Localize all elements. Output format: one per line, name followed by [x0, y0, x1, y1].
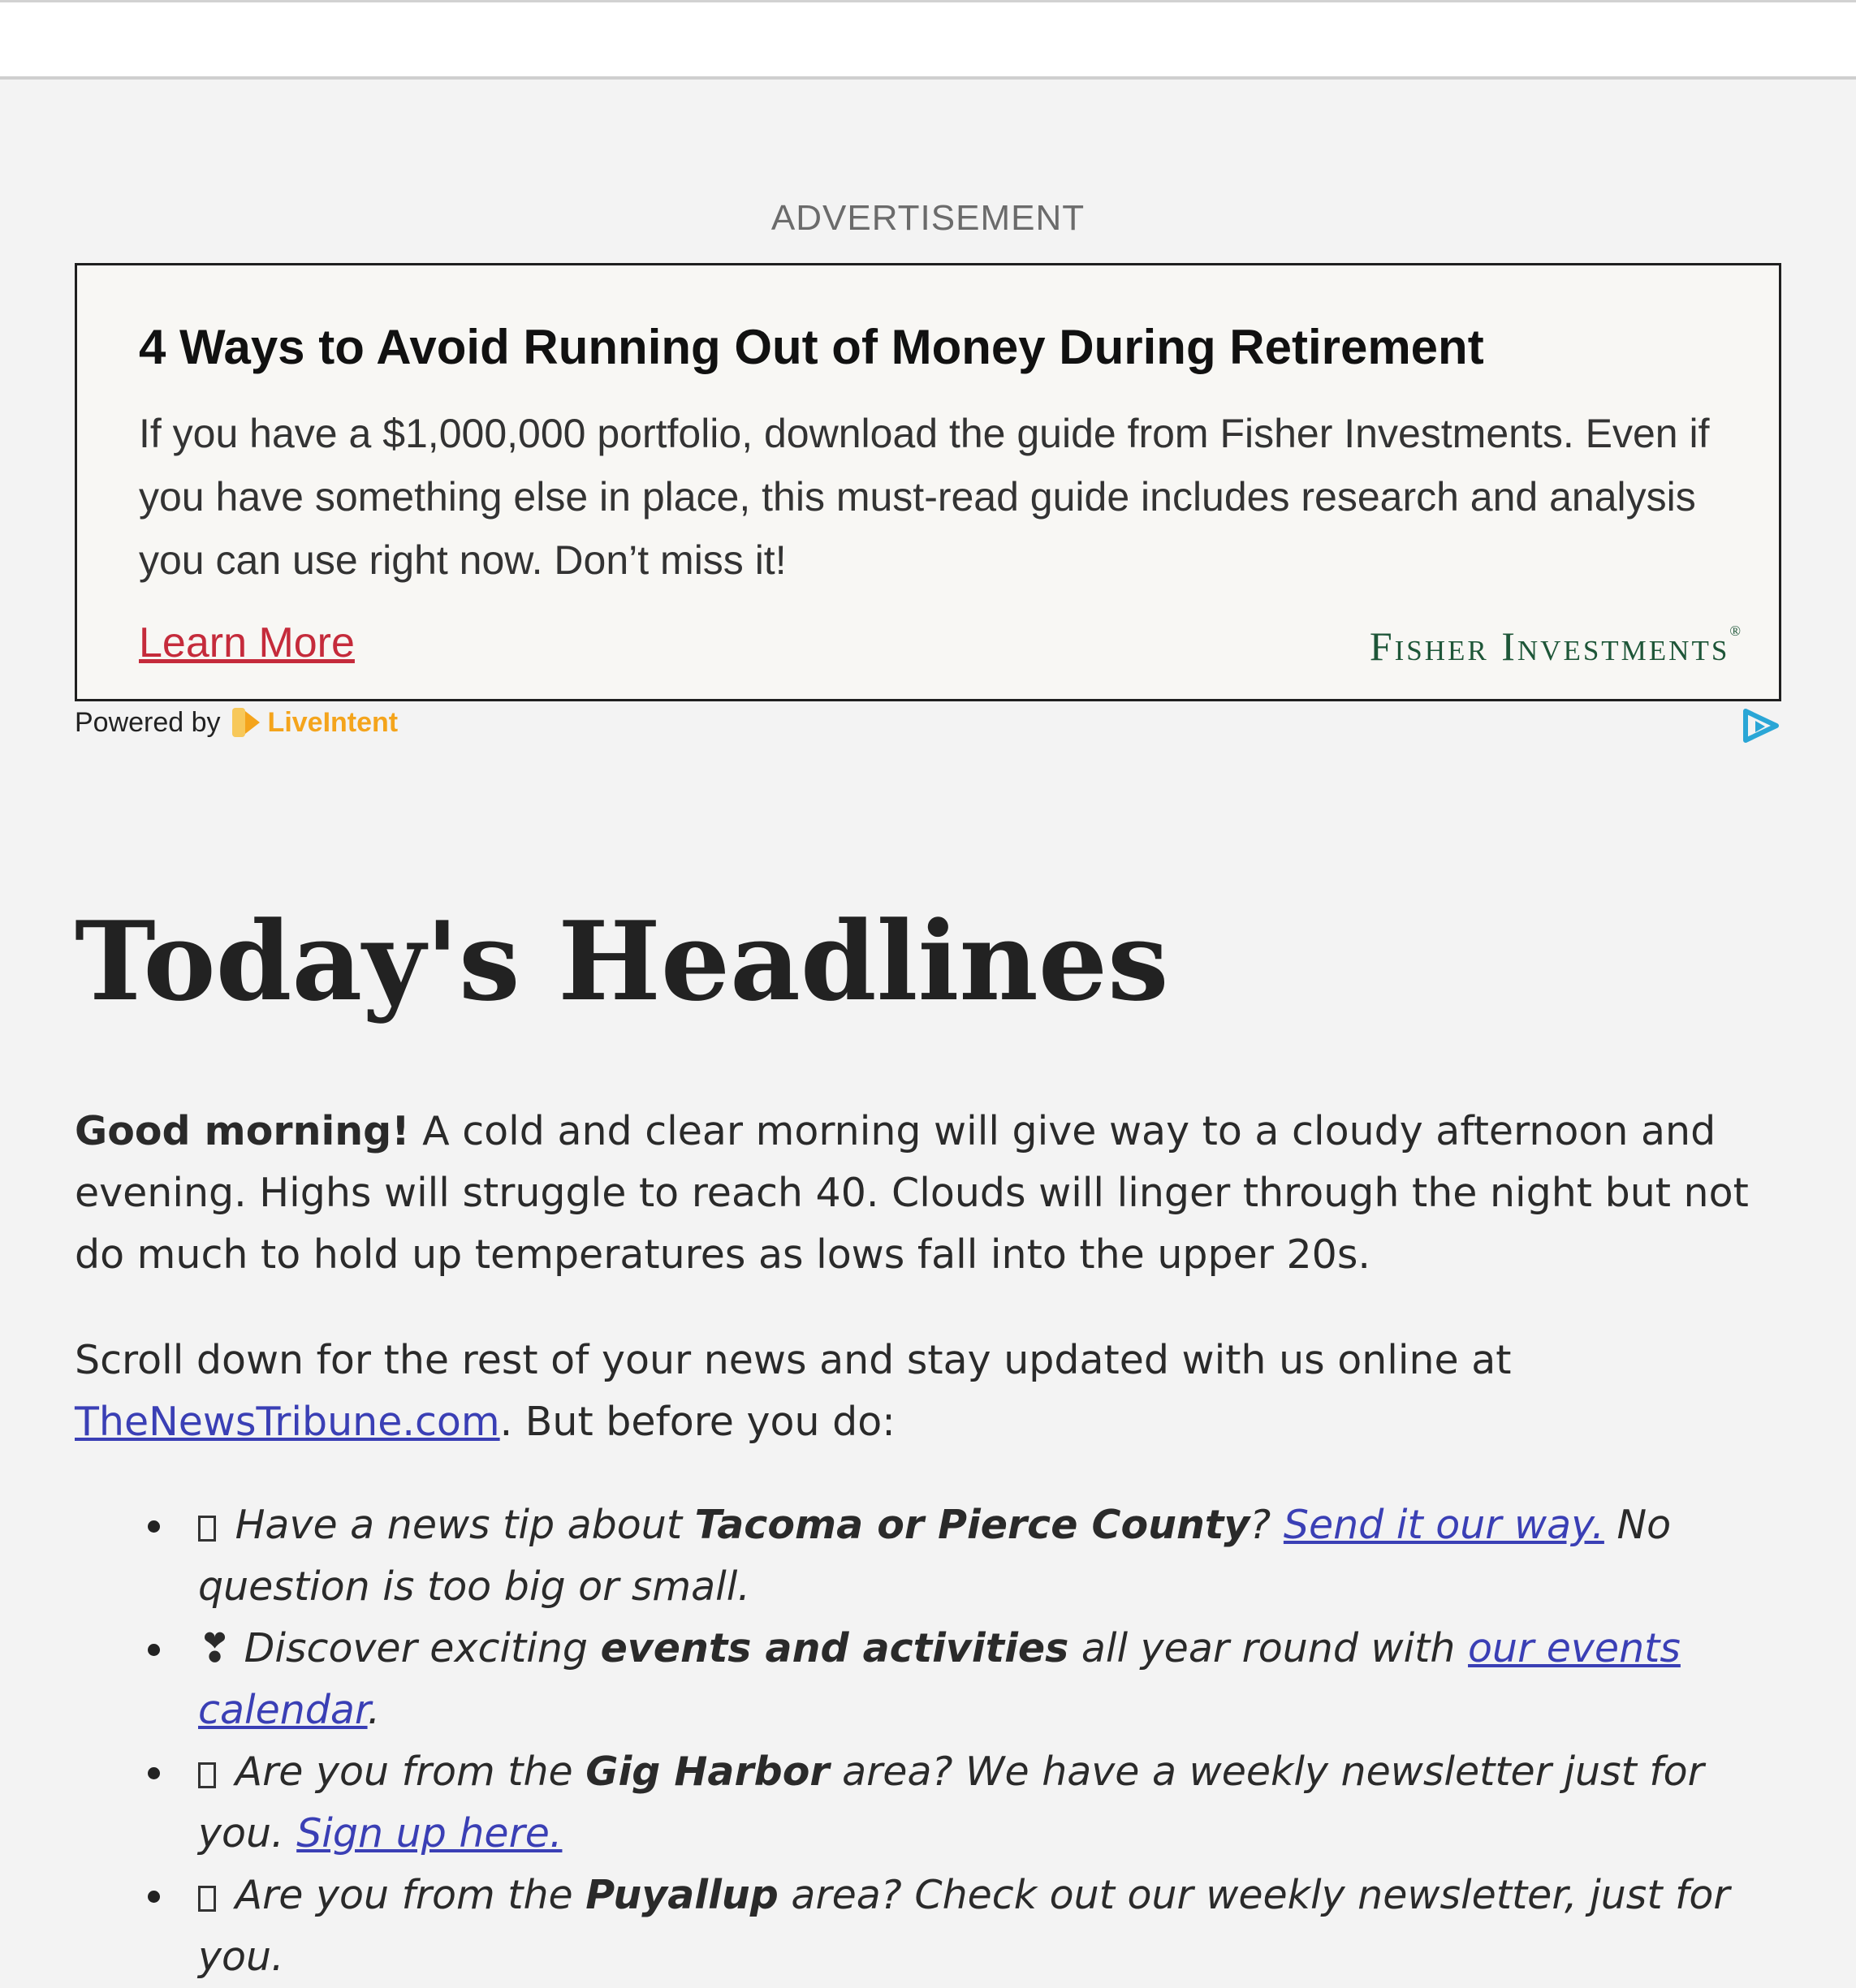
greeting: Good morning!	[75, 1108, 410, 1154]
missing-glyph-icon	[198, 1886, 216, 1912]
scroll-paragraph	[75, 1330, 1796, 1453]
ad-body: If you have a $1,000,000 portfolio, download the guide from Fisher Investments. Even if you have something else in place, this must-read guide includes research and analysis you can use right now. Don’t miss it!	[139, 411, 1710, 583]
ad-card[interactable]	[75, 263, 1781, 701]
send-tip-link[interactable]: Send it our way.	[1283, 1502, 1604, 1548]
missing-glyph-icon	[198, 1762, 216, 1788]
intro-paragraph	[75, 1101, 1796, 1286]
list-item	[75, 1494, 1796, 1618]
brand-name: Fisher Investments	[1369, 623, 1730, 669]
missing-glyph-icon	[198, 1516, 216, 1542]
list-item-text: Have a news tip about	[222, 1502, 695, 1548]
liveintent-icon	[231, 706, 263, 739]
page-headline: Today's Headlines	[75, 897, 1169, 1025]
liveintent-logo[interactable]	[231, 706, 399, 739]
adchoices-icon[interactable]	[1739, 708, 1781, 744]
list-item	[75, 1618, 1796, 1741]
promo-list	[75, 1494, 1796, 1988]
list-item-text: Are you from the	[222, 1872, 586, 1918]
heart-exclamation-icon: ❣	[198, 1625, 232, 1671]
top-bar	[0, 0, 1856, 80]
list-item-emphasis: Tacoma or Pierce County	[694, 1502, 1250, 1548]
advertisement-label: ADVERTISEMENT	[770, 198, 1086, 238]
events-calendar-link[interactable]: our events calendar	[198, 1625, 1681, 1733]
ad-title[interactable]: 4 Ways to Avoid Running Out of Money During Retirement	[139, 320, 1484, 374]
site-link[interactable]: TheNewsTribune.com	[75, 1399, 500, 1445]
gig-harbor-signup-link[interactable]: Sign up here.	[296, 1810, 563, 1856]
weather-text: A cold and clear morning will give way to a cloudy afternoon and evening. Highs will struggle to reach 40. Clouds will linger through the night but not do much to hold up temperatures as lows fall into the upper 20s.	[75, 1108, 1749, 1278]
list-item-text: all year round with	[1068, 1625, 1469, 1671]
list-item-emphasis: Gig Harbor	[585, 1749, 830, 1795]
list-item	[75, 1741, 1796, 1865]
list-item-emphasis: Puyallup	[585, 1872, 779, 1918]
fisher-investments-logo	[1370, 623, 1743, 670]
list-item-text: No question is too big or small.	[198, 1502, 1672, 1610]
list-item-text: Discover exciting	[231, 1625, 601, 1671]
scroll-text: Scroll down for the rest of your news and stay updated with us online at	[75, 1337, 1512, 1383]
scroll-tail: . But before you do:	[499, 1399, 896, 1445]
list-item	[75, 1865, 1796, 1988]
list-item-text: .	[367, 1687, 381, 1733]
liveintent-label: LiveIntent	[267, 706, 399, 738]
powered-by-label: Powered by	[75, 706, 221, 738]
list-item-text: area? We have a weekly newsletter just for you.	[198, 1749, 1704, 1856]
list-item-text: ?	[1250, 1502, 1284, 1548]
powered-by-row	[75, 706, 398, 739]
list-item-text: area? Check out our weekly newsletter, just for you.	[198, 1872, 1730, 1980]
list-item-text: Are you from the	[222, 1749, 586, 1795]
brand-registered-mark: ®	[1729, 623, 1743, 639]
list-item-emphasis: events and activities	[600, 1625, 1069, 1671]
learn-more-link[interactable]: Learn More	[139, 619, 355, 666]
